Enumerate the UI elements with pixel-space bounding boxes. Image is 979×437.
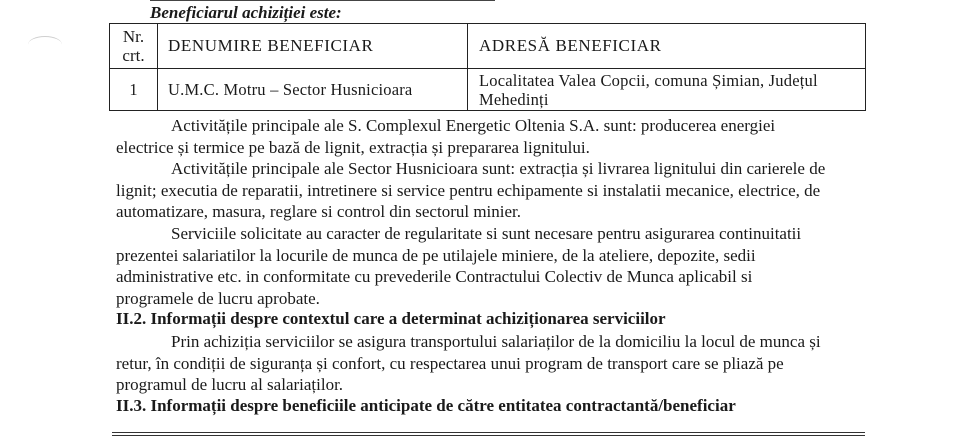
paragraph-line: electrice și termice pe bază de lignit, extracția și prepararea lignitului.	[116, 137, 590, 157]
scan-mark	[28, 36, 62, 53]
address-line2: Mehedinți	[479, 89, 549, 109]
top-rule	[150, 0, 495, 1]
paragraph-line: Prin achiziția serviciilor se asigura transportului salariaților de la domiciliu la locul de munca și	[171, 332, 821, 351]
paragraph-line: Activitățile principale ale Sector Husnicioara sunt: extracția și livrarea lignitului din carierele de	[171, 159, 826, 178]
paragraph-line: prezentei salariatilor la locurile de munca de pe utilajele miniere, de la ateliere, depozite, sedii	[116, 245, 756, 265]
paragraph-services	[116, 223, 878, 309]
cell-nr: 1	[110, 69, 158, 111]
paragraph-line: administrative etc. in conformitate cu prevederile Contractului Colectiv de Munca aplicabil si	[116, 267, 753, 287]
paragraph-line: programul de lucru al salariaților.	[116, 375, 344, 395]
bottom-rule	[112, 432, 865, 433]
header-name: DENUMIRE BENEFICIAR	[158, 24, 468, 69]
beneficiary-table	[109, 23, 866, 111]
cell-address	[468, 69, 866, 111]
paragraph-line: retur, în condiții de siguranța și confort, cu respectarea unui program de transport care se pliază pe	[116, 353, 784, 373]
header-nr-line2: crt.	[122, 46, 145, 65]
paragraph-line: automatizare, masura, reglare si control din sectorul minier.	[116, 202, 522, 222]
paragraph-line: Serviciile solicitate au caracter de regularitate si sunt necesare pentru asigurarea continuitatii	[171, 224, 802, 243]
header-address: ADRESĂ BENEFICIAR	[468, 24, 866, 69]
address-line1: Localitatea Valea Copcii, comuna Șimian, Județul	[479, 70, 818, 90]
paragraph-line: programele de lucru aprobate.	[116, 288, 320, 308]
section-heading-ii2: II.2. Informații despre contextul care a determinat achiziționarea serviciilor	[116, 309, 666, 328]
header-nr	[110, 24, 158, 69]
paragraph-activities-ceo	[116, 115, 878, 158]
header-nr-line1: Nr.	[122, 27, 145, 46]
table-row	[110, 69, 866, 111]
section-heading-ii3: II.3. Informații despre beneficiile anticipate de către entitatea contractantă/beneficiar	[116, 396, 736, 415]
paragraph-line: lignit; executia de reparatii, intretinere si service pentru echipamente si instalatii mecanice, electrice, de	[116, 180, 821, 200]
paragraph-activities-husnicioara	[116, 158, 878, 223]
paragraph-context	[116, 331, 878, 396]
paragraph-line: Activitățile principale ale S. Complexul Energetic Oltenia S.A. sunt: producerea energiei	[171, 116, 776, 135]
table-header-row	[110, 24, 866, 69]
cell-name: U.M.C. Motru – Sector Husnicioara	[158, 69, 468, 111]
bottom-rule	[112, 435, 865, 436]
beneficiary-heading: Beneficiarul achiziției este:	[150, 3, 342, 22]
